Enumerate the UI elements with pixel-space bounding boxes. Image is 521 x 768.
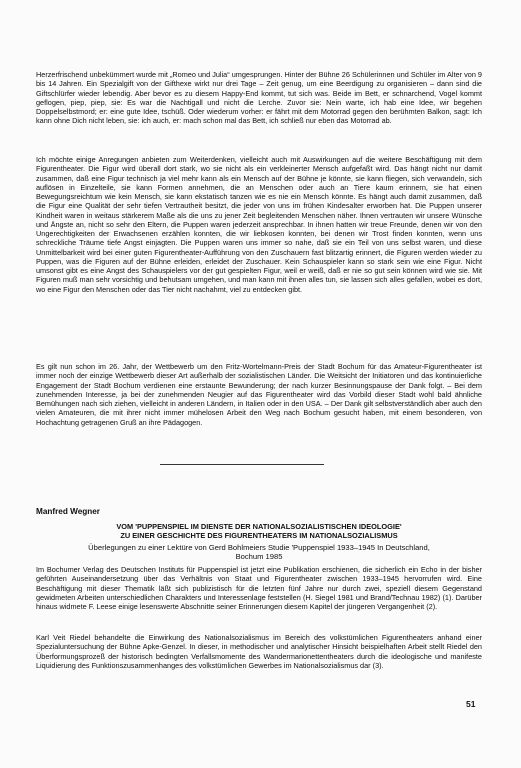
article-title-line-2: ZU EINER GESCHICHTE DES FIGURENTHEATERS IM NATIONALSOZIALISMUS <box>120 531 398 540</box>
article-paragraph-verlag: Im Bochumer Verlag des Deutschen Instituts für Puppenspiel ist jetzt eine Publikation erschienen, die sicherlich ein Echo in der bisher geführten Auseinandersetzung über das Verhältnis von Staat und Figurentheater zwischen 1933–1945 hervorrufen wird. Eine Beschäftigung mit dieser Thematik läßt sich publizistisch für die letzten fünf Jahre nur durch zwei, speziell diesem Gegenstand gewidmeten Arbeiten unterschiedlichen Charakters und Interessenlage feststellen (H. Siegel 1981 und Brand/Technau 1982) (1). Darüber hinaus widmete F. Leese einige lesenswerte Abschnitte seiner Erinnerungen diesem Kapitel der jüngeren Vergangenheit (2). <box>36 565 482 611</box>
section-divider <box>160 464 324 465</box>
article-paragraph-riedel: Karl Veit Riedel behandelte die Einwirkung des Nationalsozialismus im Bereich des volkstümlichen Figurentheaters anhand einer Spezialuntersuchung der Bühne Apke-Genzel. In dieser, in methodischer und analytischer Hinsicht beispielhaften Arbeit stellt Riedel den Überformungsprozeß der historisch bedingten Verfallsmomente des Wandermarionettentheaters durch die ideologische und manifeste Liquidierung des Funktionszusammenhanges des volkstümlichen Gewerbes im Nationalsozialismus dar (3). <box>36 633 482 670</box>
article-title-line-1: VOM 'PUPPENSPIEL IM DIENSTE DER NATIONALSOZIALISTISCHEN IDEOLOGIE' <box>116 522 402 531</box>
body-paragraph-figur: Ich möchte einige Anregungen anbieten zum Weiterdenken, vielleicht auch mit Auswirkungen auf die weitere Beschäftigung mit dem Figurentheater. Die Figur wird überall dort stark, wo sie nicht als ein verkleinerter Mensch aufgefaßt wird. Das hängt nicht nur damit zusammen, daß eine Figur technisch ja viel mehr kann als ein Mensch auf der Bühne je könnte, sie kann fliegen, sich verwandeln, sich auflösen in Einzelteile, sie kann Formen annehmen, die an Menschen oder auch an Tiere kaum erinnern, sie hat einen Bewegungsreichtum wie kein Mensch, sie kann ekstatisch tanzen wie es nie ein Mensch könnte. Es hängt auch damit zusammen, daß die Figur eine Qualität der sehr tiefen Vertrautheit besitzt, die jeder von uns im frühen Kindesalter erworben hat. Die Puppen unserer Kindheit waren in weitaus stärkerem Maße als die uns zu jener Zeit begleitenden Menschen näher. Ihnen vertrauten wir unsere Wünsche und Ängste an, nicht so sehr den Eltern, die Puppen waren jederzeit ansprechbar. In ihnen hatten wir treue Freunde, denen wir von den Ungerechtigkeiten der Erwachsenen erzählen konnten, die wir liebkosen konnten, bei denen wir Trost finden konnten, wenn uns schreckliche Träume tiefe Angst einjagten. Die Puppen waren uns immer so nahe, daß sie ein Teil von uns selbst waren, und diese Unmittelbarkeit wird bei einer guten Figurentheater-Aufführung von den Zuschauern fast blitzartig erinnert, die Figuren werden wieder zu Puppen, was die Figuren auf der Bühne erleiden, erleidet der Zuschauer. Kein Schauspieler kann so stark sein wie eine Figur. Nicht umsonst gibt es eine Angst des Schauspielers vor der gut gespielten Figur, weil er weiß, daß er nie so gut sein können wird wie sie. Mit Figuren muß man sehr vorsichtig und behutsam umgehen, und man kann mit ihnen alles tun, sie lassen sich alles gefallen, wobei es dort, wo eine Figur den Menschen oder das Tier nicht nachahmt, viel zu entdecken gibt. <box>36 155 482 294</box>
article-subtitle-line-1: Überlegungen zu einer Lektüre von Gerd Bohlmeiers Studie 'Puppenspiel 1933–1945 In Deutschland, <box>88 543 430 552</box>
page-number: 51 <box>466 699 476 709</box>
body-paragraph-wettbewerb: Es gilt nun schon im 26. Jahr, der Wettbewerb um den Fritz-Wortelmann-Preis der Stadt Bochum für das Amateur-Figurentheater ist immer noch der einzige Wettbewerb dieser Art außerhalb der sozialistischen Länder. Die Weitsicht der Initiatoren und das kontinuierliche Engagement der Stadt Bochum verdienen eine erstaunte Bewunderung; der nach kurzer Besinnungspause der Dank folgt. – Bei dem zunehmenden Interesse, ja bei der zunehmenden Neugier auf das Figurentheater wird das Vorbild dieser Stadt wohl bald ähnliche Bemühungen nach sich ziehen, vielleicht in anderen Ländern, in Italien oder in den USA. – Der Dank gilt selbstverständlich aber auch den vielen Amateuren, die mit ihrer nicht immer mühelosen Arbeit den Weg nach Bochum gesucht haben, mit einem besonderen, von Hochachtung getragenen Gruß an ihre Pädagogen. <box>36 362 482 427</box>
article-author: Manfred Wegner <box>36 507 100 516</box>
body-paragraph-romeo-julia: Herzerfrischend unbekümmert wurde mit „Romeo und Julia“ umgesprungen. Hinter der Bühne 26 Schülerinnen und Schüler im Alter von 9 bis 14 Jahren. Ein Spezialgift von der Gifthexe wirkt nur drei Tage – Zeit genug, um eine Beerdigung zu organisieren – dann sind die Giftschlürfer wieder lebendig. Aber bevor es zu diesem Happy-End kommt, tut sich was. Beide im Bett, er schnarchend, Vogel kommt geflogen, piep, piep, sie: Es war die Nachtigall und nicht die Lerche. Zuvor sie: Nein warte, ich hab eine Idee, wir begehen Doppelselbstmord; er: eine gute Idee, tschüß. Oder wiederum vorher: er fährt mit dem Motorrad gegen den berühmten Balkon, sagt: Ich kann ohne Dich nicht leben, sie: ich auch, er: mach schon mal das Bett, ich schließ nur eben das Motorrad ab. <box>36 70 482 126</box>
article-subtitle-line-2: Bochum 1985 <box>235 552 283 561</box>
